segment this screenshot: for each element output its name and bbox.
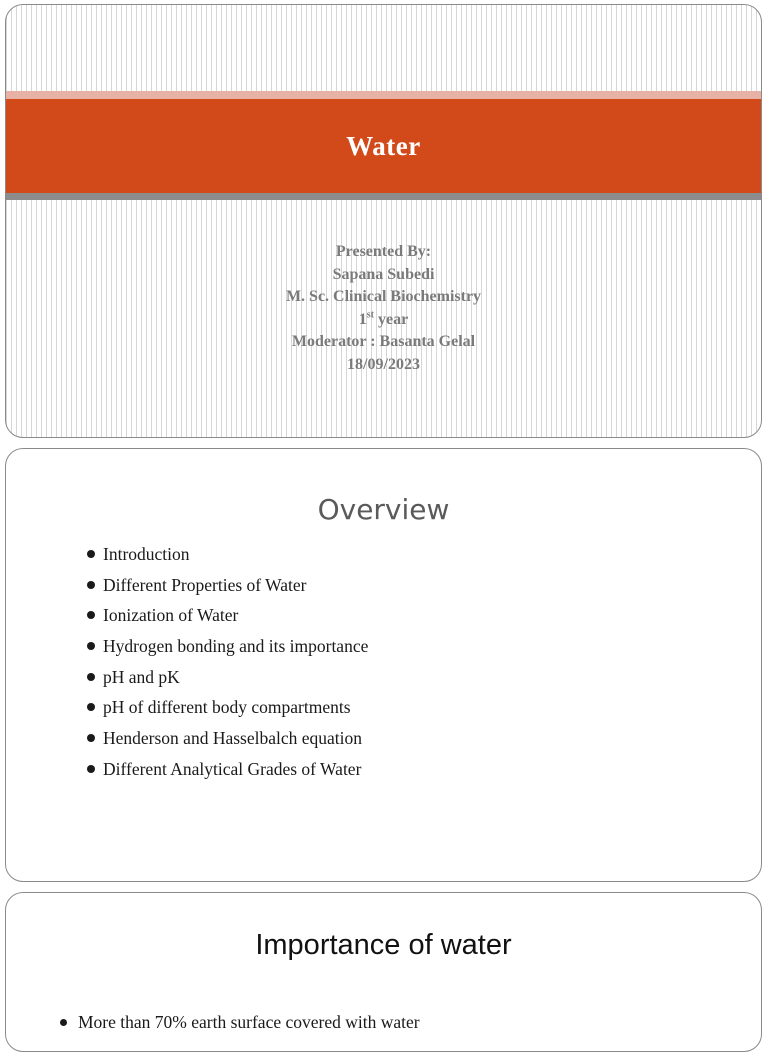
list-item-text: Different Properties of Water <box>103 574 307 595</box>
list-item <box>86 631 368 662</box>
list-item-text: Different Analytical Grades of Water <box>103 758 362 779</box>
title-band <box>6 99 761 193</box>
list-item-text: Hydrogen bonding and its importance <box>103 636 369 657</box>
presenter-info <box>6 241 761 376</box>
slide-title: Overview <box>317 493 450 526</box>
title-band-top-stripe <box>6 91 761 99</box>
title-band-bottom-stripe <box>6 193 761 200</box>
overview-list <box>86 539 368 785</box>
list-item-text: Henderson and Hasselbalch equation <box>103 728 363 749</box>
presentation-date: 18/09/2023 <box>347 355 420 373</box>
bullet-icon <box>87 765 95 773</box>
list-item-text: More than 70% earth surface covered with water <box>78 1012 420 1032</box>
list-item <box>86 692 368 723</box>
list-item <box>58 1009 420 1035</box>
list-item <box>86 723 368 754</box>
presenter-name: Sapana Subedi <box>332 265 435 283</box>
list-item <box>86 754 368 785</box>
bullet-icon <box>87 734 95 742</box>
importance-slide <box>5 892 762 1052</box>
list-item-text: Introduction <box>103 544 190 564</box>
year-number: 1 <box>358 310 367 328</box>
bullet-icon <box>87 703 95 711</box>
list-item-text: pH of different body compartments <box>103 697 351 718</box>
bullet-icon <box>87 673 95 681</box>
year-word: year <box>374 310 409 328</box>
bullet-icon <box>87 642 95 650</box>
bullet-icon <box>87 581 95 589</box>
bullet-icon <box>87 611 95 619</box>
program-name: M. Sc. Clinical Biochemistry <box>285 288 482 305</box>
moderator-line: Moderator : Basanta Gelal <box>291 333 476 350</box>
bullet-icon <box>60 1019 67 1026</box>
bullet-icon <box>87 550 95 558</box>
list-item <box>86 570 368 601</box>
title-slide <box>5 4 762 438</box>
list-item <box>86 662 368 693</box>
list-item-text: pH and pK <box>103 666 180 687</box>
list-item-text: Ionization of Water <box>103 605 239 626</box>
slide-title: Water <box>346 130 421 161</box>
overview-slide <box>5 448 762 882</box>
slide-title: Importance of water <box>255 929 512 961</box>
year-suffix: st <box>366 309 375 321</box>
presenter-heading: Presented By: <box>335 243 432 260</box>
importance-list <box>58 1009 420 1035</box>
list-item <box>86 600 368 631</box>
list-item <box>86 539 368 570</box>
year-line <box>6 309 761 332</box>
